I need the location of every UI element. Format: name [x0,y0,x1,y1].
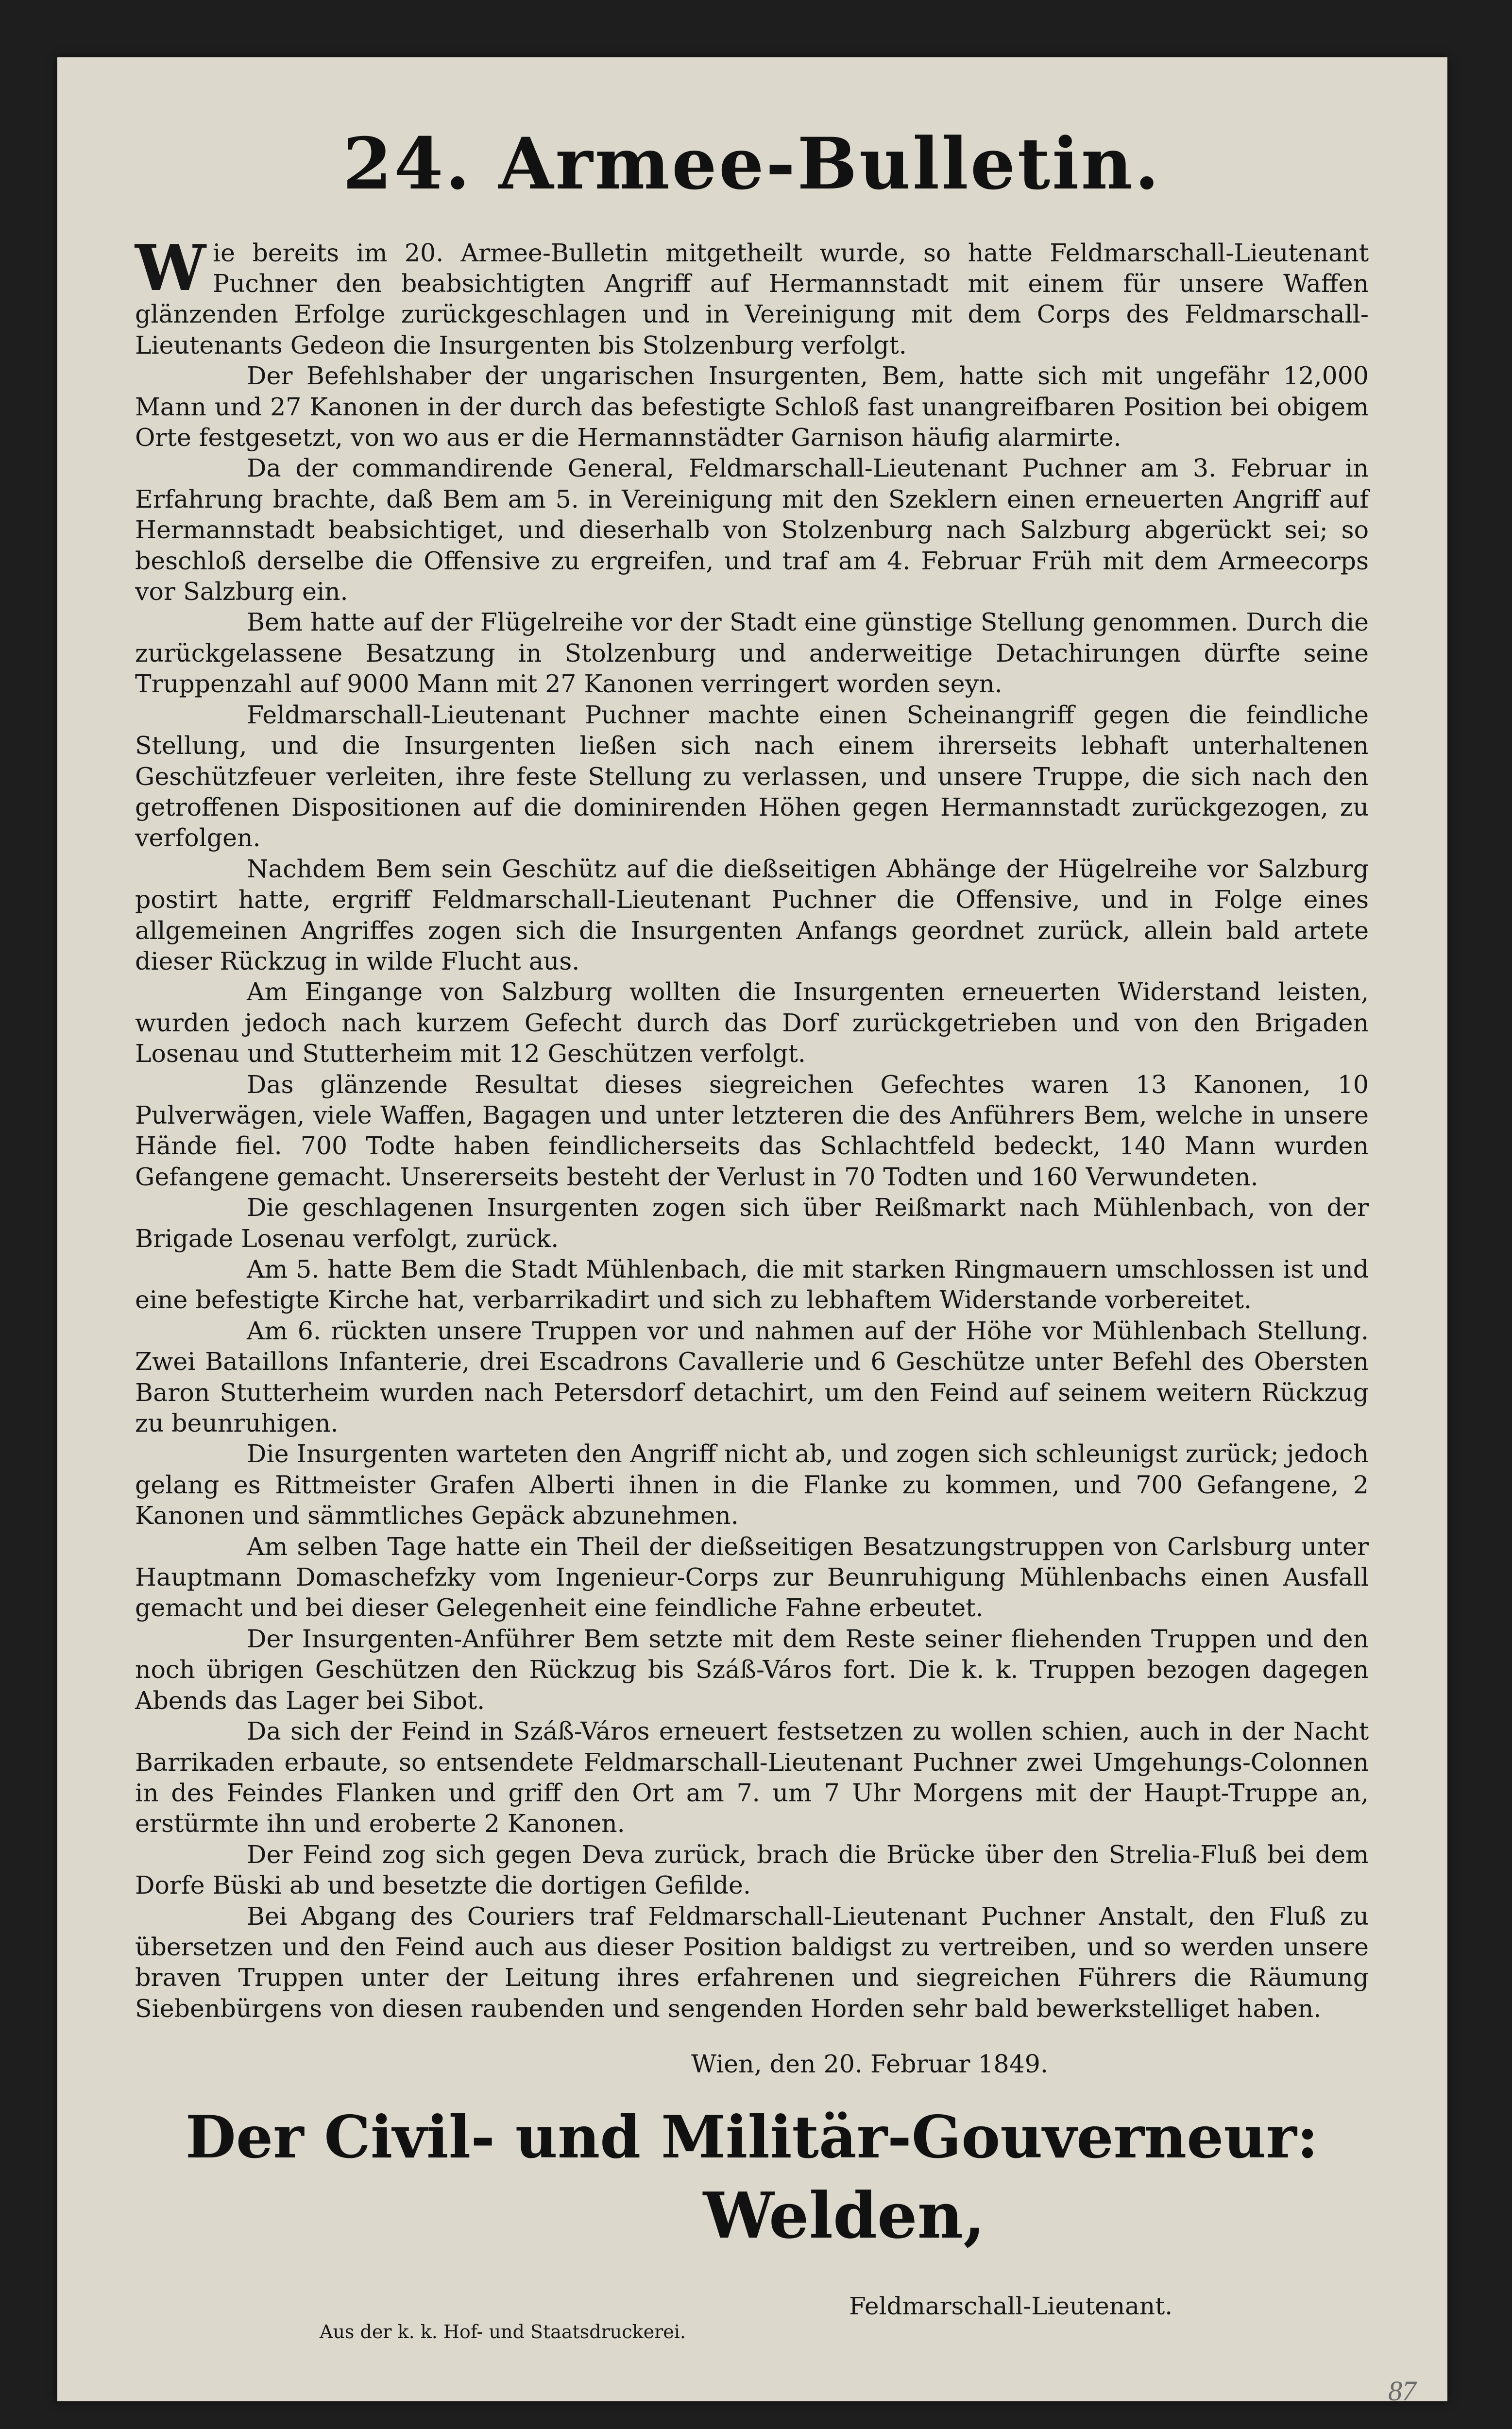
signatory-name: Welden, [703,2178,985,2253]
paragraph: Nachdem Bem sein Geschütz auf die dießseitigen Abhänge der Hügelreihe vor Salzburg postirt hatte, ergriff Feldmarschall-Lieutenant Puchner die Offensive, und in Folge eines allgemeinen Angriffes zogen sich die Insurgenten Anfangs geordnet zurück, allein bald artete dieser Rückzug in wilde Flucht aus. [135,854,1369,975]
paragraph-text: ie bereits im 20. Armee-Bulletin mitgetheilt wurde, so hatte Feldmarschall-Lieutenant Puchner den beabsichtigten Angriff auf Hermannstadt mit einem für unsere Waffen glänzenden Erfolge zurückgeschlagen und in Vereinigung mit dem Corps des Feldmarschall-Lieutenants Gedeon die Insurgenten bis Stolzenburg verfolgt. [135,238,1369,359]
paragraph: Der Feind zog sich gegen Deva zurück, brach die Brücke über den Strelia-Fluß bei dem Dorfe Büski ab und besetzte die dortigen Gefilde. [135,1840,1369,1900]
paragraph: Da der commandirende General, Feldmarschall-Lieutenant Puchner am 3. Februar in Erfahrung brachte, daß Bem am 5. in Vereinigung mit den Szeklern einen erneuerten Angriff auf Hermannstadt beabsichtiget, und dieserhalb von Stolzenburg nach Salzburg abgerückt sei; so beschloß derselbe die Offensive zu ergreifen, und traf am 4. Februar Früh mit dem Armeecorps vor Salzburg ein. [135,454,1369,606]
document-content [135,122,1369,2253]
date-line: Wien, den 20. Februar 1849. [691,2049,1048,2078]
paragraph: Am 6. rückten unsere Truppen vor und nahmen auf der Höhe vor Mühlenbach Stellung. Zwei Bataillons Infanterie, drei Escadrons Cavallerie und 6 Geschütze unter Befehl des Obersten Baron Stutterheim wurden nach Petersdorf detachirt, um den Feind auf seinem weitern Rückzug zu beunruhigen. [135,1316,1369,1438]
folio-number: 87 [1388,2375,1416,2407]
paragraph: Feldmarschall-Lieutenant Puchner machte einen Scheinangriff gegen die feindliche Stellung, und die Insurgenten ließen sich nach einem ihrerseits lebhaft unterhaltenen Geschützfeuer verleiten, ihre feste Stellung zu verlassen, und unsere Truppe, die sich nach den getroffenen Dispositionen auf die dominirenden Höhen gegen Hermannstadt zurückgezogen, zu verfolgen. [135,700,1369,853]
document-sheet [57,57,1447,2407]
paragraph: Da sich der Feind in Száß-Város erneuert festsetzen zu wollen schien, auch in der Nacht Barrikaden erbaute, so entsendete Feldmarschall-Lieutenant Puchner zwei Umgehungs-Colonnen in des Feindes Flanken und griff den Ort am 7. um 7 Uhr Morgens mit der Haupt-Truppe an, erstürmte ihn und eroberte 2 Kanonen. [135,1717,1369,1838]
paragraph: Die geschlagenen Insurgenten zogen sich über Reißmarkt nach Mühlenbach, von der Brigade Losenau verfolgt, zurück. [135,1193,1369,1253]
paragraph: Am selben Tage hatte ein Theil der dießseitigen Besatzungstruppen von Carlsburg unter Hauptmann Domaschefzky vom Ingenieur-Corps zur Beunruhigung Mühlenbachs einen Ausfall gemacht und bei dieser Gelegenheit eine feindliche Fahne erbeutet. [135,1532,1369,1623]
bulletin-body [135,230,1369,2079]
paragraph: Die Insurgenten warteten den Angriff nicht ab, und zogen sich schleunigst zurück; jedoch gelang es Rittmeister Grafen Alberti ihnen in die Flanke zu kommen, und 700 Gefangene, 2 Kanonen und sämmtliches Gepäck abzunehmen. [135,1439,1369,1530]
paragraph: Bem hatte auf der Flügelreihe vor der Stadt eine günstige Stellung genommen. Durch die zurückgelassene Besatzung in Stolzenburg und anderweitige Detachirungen dürfte seine Truppenzahl auf 9000 Mann mit 27 Kanonen verringert worden seyn. [135,608,1369,699]
signatory-rank: Feldmarschall-Lieutenant. [849,2292,1173,2320]
paragraph: Das glänzende Resultat dieses siegreichen Gefechtes waren 13 Kanonen, 10 Pulverwägen, viele Waffen, Bagagen und unter letzteren die des Anführers Bem, welche in unsere Hände fiel. 700 Todte haben feindlicherseits das Schlachtfeld bedeckt, 140 Mann wurden Gefangene gemacht. Unsererseits besteht der Verlust in 70 Todten und 160 Verwundeten. [135,1070,1369,1191]
paragraph [135,230,1369,361]
paragraph: Der Befehlshaber der ungarischen Insurgenten, Bem, hatte sich mit ungefähr 12,000 Mann und 27 Kanonen in der durch das befestigte Schloß fast unangreifbaren Position bei obigem Orte festgesetzt, von wo aus er die Hermannstädter Garnison häufig alarmirte. [135,361,1369,452]
paragraph: Am 5. hatte Bem die Stadt Mühlenbach, die mit starken Ringmauern umschlossen ist und eine befestigte Kirche hat, verbarrikadirt und sich zu lebhaftem Widerstande vorbereitet. [135,1255,1369,1315]
drop-cap: W [135,230,206,305]
paragraph: Bei Abgang des Couriers traf Feldmarschall-Lieutenant Puchner Anstalt, den Fluß zu übersetzen und den Feind auch aus dieser Position baldigst zu vertreiben, und so werden unsere braven Truppen unter der Leitung ihres erfahrenen und siegreichen Führers die Räumung Siebenbürgens von diesen raubenden und sengenden Horden sehr bald bewerkstelliget haben. [135,1901,1369,2023]
paragraph: Der Insurgenten-Anführer Bem setzte mit dem Reste seiner fliehenden Truppen und den noch übrigen Geschützen den Rückzug bis Száß-Város fort. Die k. k. Truppen bezogen dagegen Abends das Lager bei Sibot. [135,1624,1369,1715]
signatory-title: Der Civil- und Militär-Gouverneur: [185,2103,1319,2172]
bulletin-title: 24. Armee-Bulletin. [342,122,1161,205]
printer-imprint: Aus der k. k. Hof- und Staatsdruckerei. [320,2321,686,2343]
paragraph: Am Eingange von Salzburg wollten die Insurgenten erneuerten Widerstand leisten, wurden jedoch nach kurzem Gefecht durch das Dorf zurückgetrieben und von den Brigaden Losenau und Stutterheim mit 12 Geschützen verfolgt. [135,977,1369,1068]
